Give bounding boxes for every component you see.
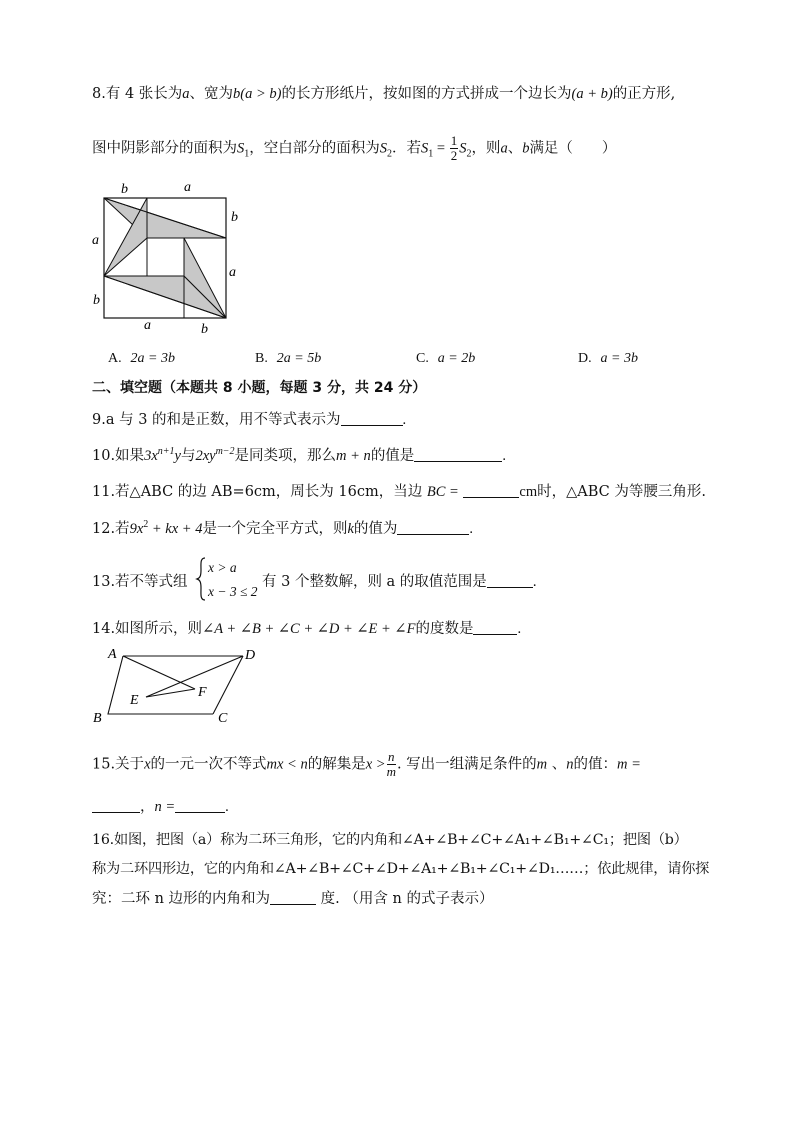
q8-choice-d[interactable]: D. a = 3b: [578, 351, 638, 366]
q12-line: 12.若$9x^2$ + kx + 4是一个完全平方式，则k的值为 .: [92, 519, 474, 537]
q8-line1: 8.有 4 张长为a、宽为b(a > b)的长方形纸片，按如图的方式拼成一个边长为(a + b)的正方形,: [92, 86, 676, 102]
q15-m-blank[interactable]: [92, 798, 140, 813]
q13-line-rest: 有 3 个整数解，则 a 的取值范围是 .: [262, 574, 537, 590]
q16-answer-blank[interactable]: [270, 890, 316, 905]
q16-line2: 称为二环四形边，它的内角和∠A+∠B+∠C+∠D+∠A₁+∠B₁+∠C₁+∠D₁……；依此规律，请你探: [92, 861, 710, 877]
q11-answer-blank[interactable]: [463, 483, 519, 498]
q9-answer-blank[interactable]: [341, 411, 403, 426]
label-b-right: b: [231, 210, 238, 225]
q10-answer-blank[interactable]: [414, 447, 502, 462]
q10-line: 10.如果$3x^{n+1}y$与$2xy^{m-2}$是同类项，那么m + n的值是 .: [92, 446, 506, 464]
label-a-right: a: [229, 265, 236, 280]
q15-n-blank[interactable]: [175, 798, 225, 813]
q8-choice-c[interactable]: C. a = 2b: [416, 351, 476, 366]
q14-segment-de: [146, 656, 243, 697]
q8-pinwheel-figure: [88, 176, 258, 336]
q14-segment-dc: [213, 656, 243, 714]
q8-choice-b[interactable]: B. 2a = 5b: [255, 351, 322, 366]
q15-line2: ，n = .: [92, 797, 229, 817]
q14-label-e: E: [130, 693, 139, 708]
q14-figure: [88, 642, 268, 728]
label-b-top: b: [121, 182, 128, 197]
fraction-one-half: $\frac{1}{2}$: [450, 133, 458, 163]
q13-left-brace: [195, 556, 207, 602]
q12-answer-blank[interactable]: [397, 520, 469, 535]
q9-line: 9.a 与 3 的和是正数，用不等式表示为 .: [92, 412, 407, 428]
q13-system-row2: x − 3 ≤ 2: [208, 584, 258, 599]
q13-system-row1: x > a: [208, 560, 237, 575]
q15-line1: 15.关于x的一元一次不等式mx < n的解集是x > $\frac{n}{m}$ . 写出一组满足条件的m 、n的值：m =: [92, 749, 641, 779]
label-a-bottom: a: [144, 318, 151, 333]
q14-label-c: C: [218, 711, 228, 726]
q13-answer-blank[interactable]: [487, 573, 533, 588]
q16-line1: 16.如图，把图（a）称为二环三角形，它的内角和∠A+∠B+∠C+∠A₁+∠B₁+∠C₁；把图（b）: [92, 832, 688, 848]
q13-label: 13.若不等式组: [92, 574, 188, 590]
q14-segment-ef: [146, 689, 195, 697]
label-b-bottom: b: [201, 322, 208, 336]
fraction-n-over-m: $\frac{n}{m}$: [386, 749, 396, 779]
q14-answer-blank[interactable]: [473, 620, 517, 635]
q8-line2: 图中阴影部分的面积为$S_1$，空白部分的面积为$S_2$．若$S_1$ = $\frac{1}{2}$ $S_2$，则a、b满足（ ）: [92, 133, 617, 163]
label-a-left: a: [92, 233, 99, 248]
q14-line: 14.如图所示，则∠A + ∠B + ∠C + ∠D + ∠E + ∠F的度数是 .: [92, 621, 522, 637]
label-b-left: b: [93, 293, 100, 308]
q14-label-b: B: [93, 711, 102, 726]
q16-line3: 究：二环 n 边形的内角和为 度. （用含 n 的式子表示）: [92, 891, 494, 907]
q14-label-f: F: [198, 685, 207, 700]
q11-line: 11.若△ABC 的边 AB=6cm，周长为 16cm，当边 BC = cm时，△ABC 为等腰三角形.: [92, 484, 706, 500]
q14-label-d: D: [245, 648, 256, 663]
q14-segment-af: [123, 656, 195, 689]
q8-choice-a[interactable]: A. 2a = 3b: [108, 351, 175, 366]
label-a-top: a: [184, 180, 191, 195]
section-heading-fill-in: 二、填空题（本题共 8 小题，每题 3 分，共 24 分）: [92, 380, 427, 396]
q14-label-a: A: [108, 647, 117, 662]
